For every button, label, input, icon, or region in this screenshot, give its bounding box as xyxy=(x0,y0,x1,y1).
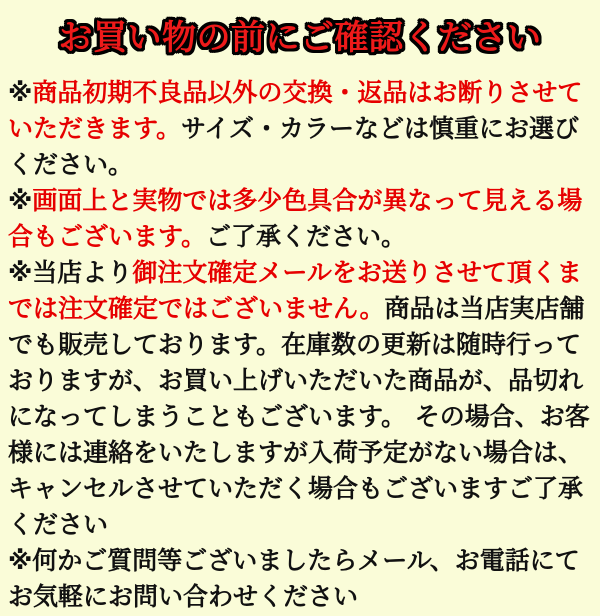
notice-text-segment: 商品初期不良品以外の交換・返品はお断りさせていただきます。 xyxy=(8,77,583,143)
notice-text-segment: 画面上と実物では多少色具合が異なって見える場合もございます。 xyxy=(8,185,583,251)
page-title: お買い物の前にご確認ください xyxy=(58,18,542,58)
notice-paragraph-order-stock xyxy=(8,255,592,543)
notice-text-segment: ※ xyxy=(8,77,33,107)
shopping-confirmation-notice xyxy=(0,16,600,616)
notice-text-segment: ※ xyxy=(8,185,33,215)
notice-text-segment: サイズ・カラーなどは慎重にお選びください。 xyxy=(8,113,580,179)
notice-text-segment: ※何かご質問等ございましたらメール、お電話にてお気軽にお問い合わせください xyxy=(8,545,580,611)
notice-paragraph-returns xyxy=(8,75,592,183)
notice-body xyxy=(0,75,600,615)
notice-text-segment: 御注文確定メールをお送りさせて頂くまでは注文確定ではございません。 xyxy=(8,257,582,323)
notice-text-segment: 商品は当店実店舗でも販売しております。在庫数の更新は随時行っておりますが、お買い上げいただいた商品が、品切れになってしまうこともございます。 その場合、お客様には連絡をいたしますが入荷予定がない場合は、キャンセルさせていただく場合もございますご了承ください xyxy=(8,293,590,539)
notice-paragraph-color-difference xyxy=(8,183,592,255)
notice-paragraph-contact xyxy=(8,543,592,615)
notice-text-segment: ご了承ください。 xyxy=(206,221,407,251)
notice-text-segment: ※当店より xyxy=(8,257,133,287)
